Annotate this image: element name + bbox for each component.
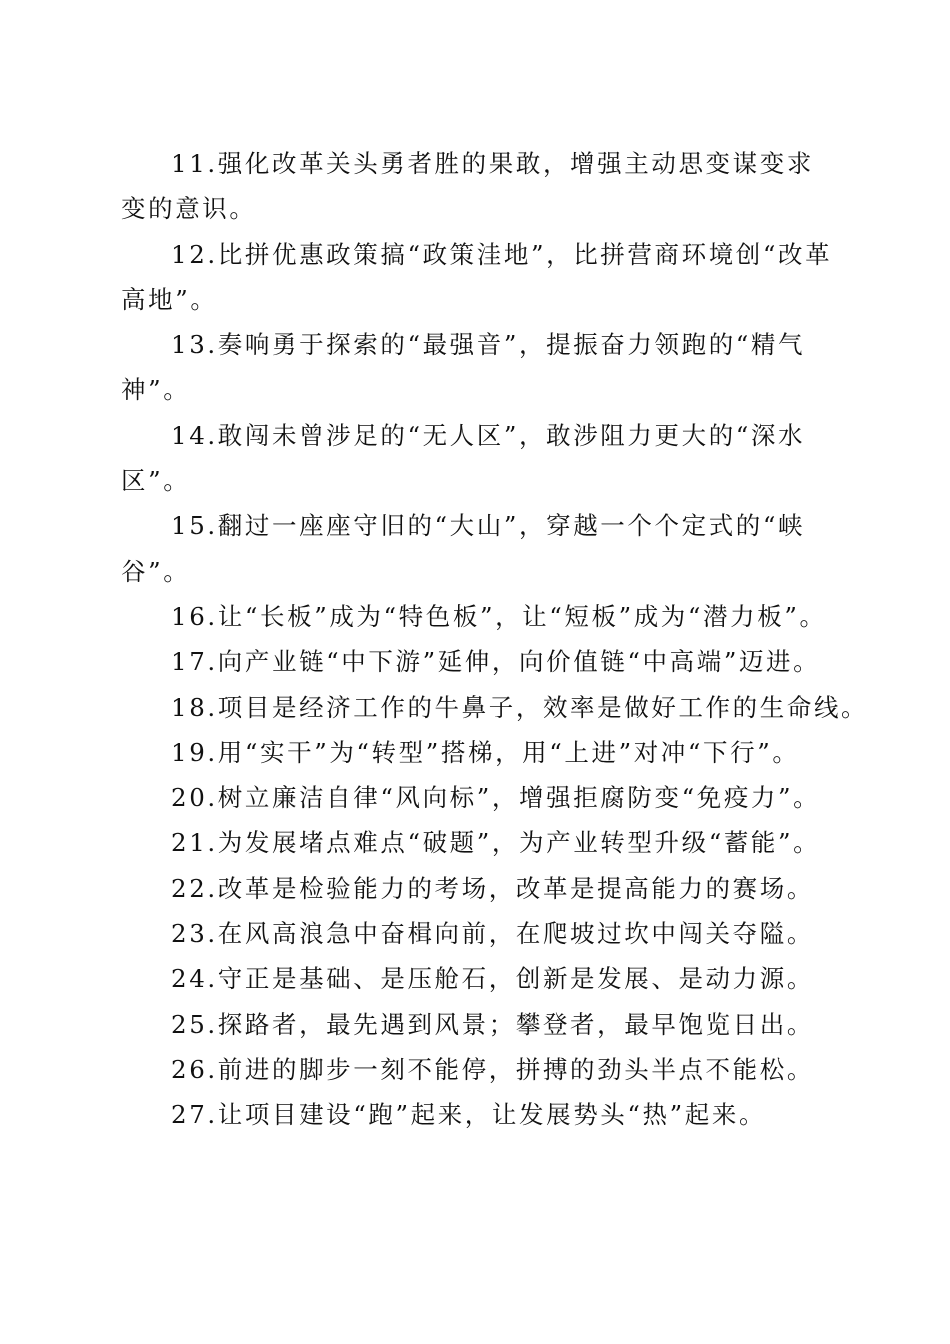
list-item: 17.向产业链“中下游”延伸，向价值链“中高端”迈进。 xyxy=(171,647,821,677)
list-item: 23.在风高浪急中奋楫向前，在爬坡过坎中闯关夺隘。 xyxy=(171,919,814,949)
list-item: 11.强化改革关头勇者胜的果敢，增强主动思变谋变求变的意识。 xyxy=(121,149,814,224)
list-item: 15.翻过一座座守旧的“大山”，穿越一个个定式的“峡谷”。 xyxy=(121,511,806,586)
list-item: 13.奏响勇于探索的“最强音”，提振奋力领跑的“精气神”。 xyxy=(121,330,806,405)
document-body xyxy=(121,141,869,1138)
list-item: 19.用“实干”为“转型”搭梯，用“上进”对冲“下行”。 xyxy=(171,737,800,767)
list-item: 16.让“长板”成为“特色板”，让“短板”成为“潜力板”。 xyxy=(171,601,827,631)
list-item: 12.比拼优惠政策搞“政策洼地”，比拼营商环境创“改革高地”。 xyxy=(121,239,833,314)
list-item: 27.让项目建设“跑”起来，让发展势头“热”起来。 xyxy=(171,1100,767,1130)
list-item: 14.敢闯未曾涉足的“无人区”，敢涉阻力更大的“深水区”。 xyxy=(121,420,806,496)
list-item: 22.改革是检验能力的考场，改革是提高能力的赛场。 xyxy=(171,873,814,903)
list-item: 18.项目是经济工作的牛鼻子，效率是做好工作的生命线。 xyxy=(171,692,869,722)
list-item: 20.树立廉洁自律“风向标”，增强拒腐防变“免疫力”。 xyxy=(171,783,821,813)
list-item: 25.探路者，最先遇到风景；攀登者，最早饱览日出。 xyxy=(171,1009,814,1039)
list-item: 21.为发展堵点难点“破题”，为产业转型升级“蓄能”。 xyxy=(171,828,821,858)
list-item: 26.前进的脚步一刻不能停，拼搏的劲头半点不能松。 xyxy=(171,1054,814,1084)
list-item: 24.守正是基础、是压舱石，创新是发展、是动力源。 xyxy=(171,964,814,994)
